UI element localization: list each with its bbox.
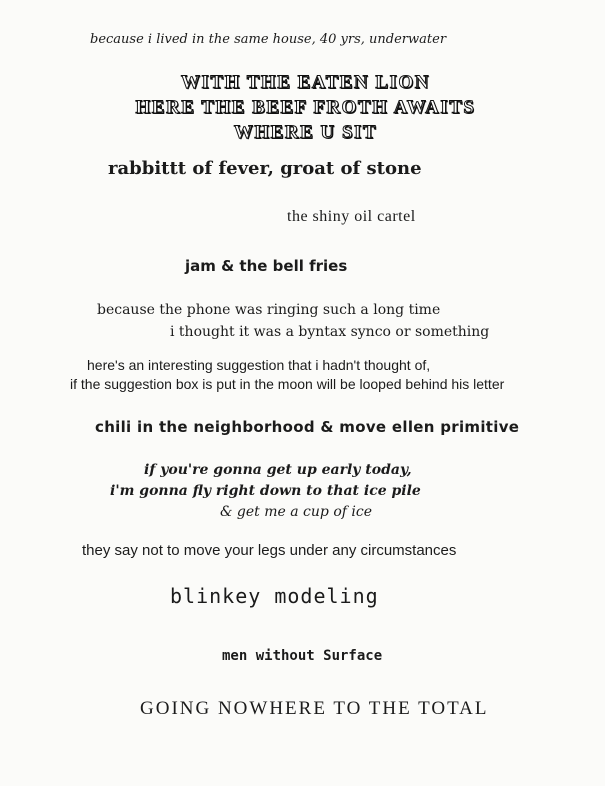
poem-line-phone: because the phone was ringing such a long time (97, 302, 441, 318)
poem-line-cup-of-ice: & get me a cup of ice (220, 504, 372, 520)
poem-line-legs: they say not to move your legs under any circumstances (82, 542, 457, 559)
poem-line-rabbittt: rabbittt of fever, groat of stone (108, 158, 422, 179)
poem-line-byntax: i thought it was a byntax synco or something (170, 324, 490, 340)
poem-line-early: if you're gonna get up early today, (144, 462, 412, 478)
poem-line-suggestion-box: if the suggestion box is put in the moon will be looped behind his letter (70, 376, 505, 392)
poem-line-oil-cartel: the shiny oil cartel (287, 208, 416, 225)
poem-heading-block (0, 70, 605, 145)
poem-heading-line-2: HERE THE BEEF FROTH AWAITS (135, 97, 476, 118)
poem-line-jam: jam & the bell fries (185, 257, 348, 275)
poem-line-underwater: because i lived in the same house, 40 yrs, underwater (90, 32, 447, 47)
poem-heading-line-3: WHERE U SIT (233, 122, 378, 143)
poem-heading-line-1: WITH THE EATEN LION (181, 72, 430, 93)
poem-line-going-nowhere: GOING NOWHERE TO THE TOTAL (140, 698, 489, 719)
poem-line-ice-pile: i'm gonna fly right down to that ice pile (110, 483, 421, 499)
poem-line-chili: chili in the neighborhood & move ellen primitive (95, 418, 520, 436)
poem-line-suggestion: here's an interesting suggestion that i hadn't thought of, (87, 357, 431, 373)
poem-line-blinkey: blinkey modeling (170, 584, 379, 608)
poem-line-men-without-surface: men without Surface (222, 648, 383, 664)
